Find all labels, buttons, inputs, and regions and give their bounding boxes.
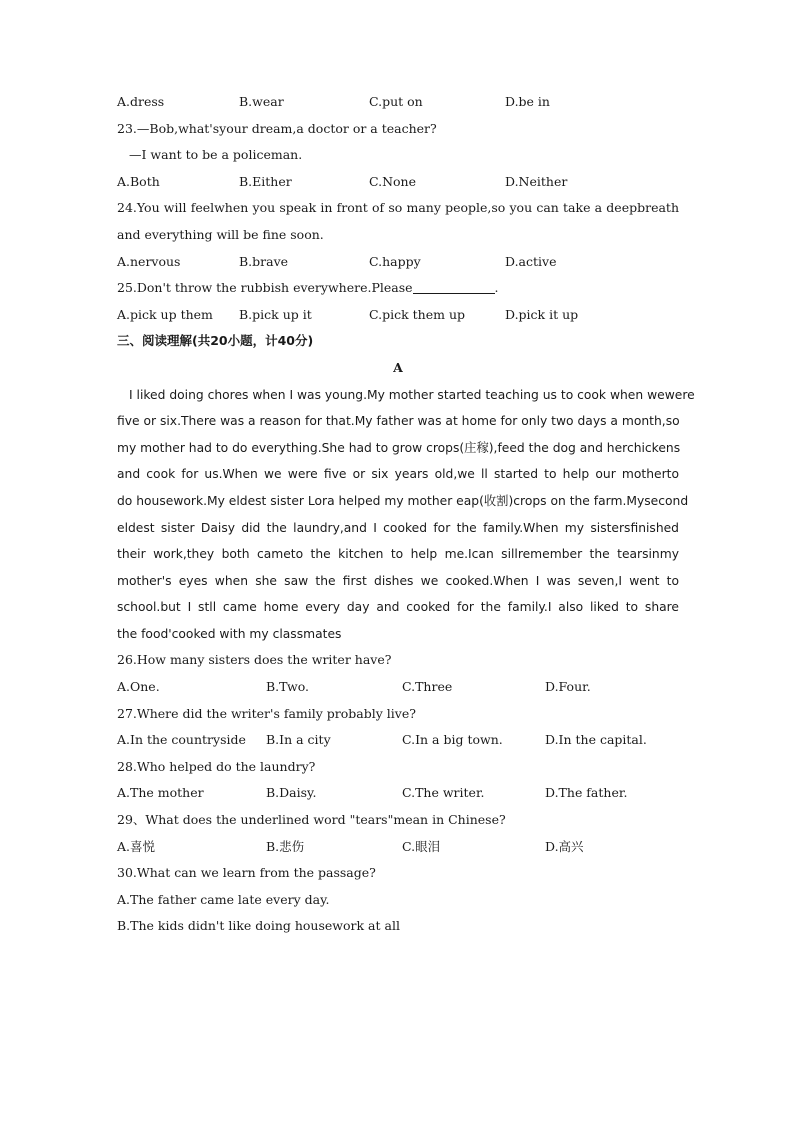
q28-question: 28.Who helped do the laundry? (117, 758, 316, 774)
q26-question: 26.How many sisters does the writer have? (117, 652, 392, 668)
q22-option-a[interactable]: A.dress (117, 94, 165, 109)
q29-question: 29、What does the underlined word "tears"mean in Chinese? (117, 812, 506, 828)
q27-option-c[interactable]: C.In a big town. (402, 732, 503, 748)
q26-option-c[interactable]: C.Three (402, 679, 453, 695)
q22-option-c[interactable]: C.put on (369, 94, 423, 109)
q26-option-a[interactable]: A.One. (117, 679, 160, 695)
q25-option-b[interactable]: B.pick up it (239, 306, 312, 322)
q25-question-end: . (494, 280, 499, 296)
q26-option-d[interactable]: D.Four. (545, 679, 591, 695)
q25-option-a[interactable]: A.pick up them (117, 306, 213, 322)
q26-option-b[interactable]: B.Two. (266, 679, 310, 695)
q29-option-c[interactable]: C.眼泪 (402, 838, 441, 854)
q27-question: 27.Where did the writer's family probably live? (117, 705, 416, 721)
passage-line: I liked doing chores when I was young.My mother started teaching us to cook when wewere (129, 387, 695, 402)
q23-question: 23.—Bob,what'syour dream,a doctor or a teacher? (117, 120, 437, 136)
q25-options (117, 302, 679, 329)
q23-option-a[interactable]: A.Both (117, 173, 160, 189)
q22-options (117, 89, 679, 116)
q24-option-b[interactable]: B.brave (239, 253, 289, 269)
q24-options (117, 249, 679, 276)
q28-option-c[interactable]: C.The writer. (402, 785, 485, 801)
q29-option-a[interactable]: A.喜悦 (117, 838, 156, 854)
q25-option-d[interactable]: D.pick it up (505, 306, 579, 322)
q28-option-a[interactable]: A.The mother (117, 785, 204, 801)
q24-question-line1: 24.You will feelwhen you speak in front of so many people,so you can take a deepbreath (117, 200, 679, 216)
passage-line: school.but I stll came home every day and cooked for the family.I also liked to share (117, 600, 679, 615)
q23-option-b[interactable]: B.Either (239, 173, 292, 189)
q23-options (117, 169, 679, 196)
passage-line: the food'cooked with my classmates (117, 626, 342, 641)
q25-answer-blank[interactable] (413, 279, 495, 294)
q27-option-d[interactable]: D.In the capital. (545, 732, 647, 748)
q29-option-b[interactable]: B.悲伤 (266, 838, 305, 854)
passage-line: my mother had to do everything.She had to grow crops(庄稼),feed the dog and herchickens (117, 440, 681, 455)
q30-question: 30.What can we learn from the passage? (117, 865, 376, 881)
q27-option-a[interactable]: A.In the countryside (117, 732, 246, 748)
q27-option-b[interactable]: B.In a city (266, 732, 331, 748)
q28-option-d[interactable]: D.The father. (545, 785, 628, 801)
q26-options (117, 674, 679, 701)
q25-question (117, 275, 679, 302)
passage-line: eldest sister Daisy did the laundry,and I cooked for the family.When my sistersfinished (117, 520, 679, 535)
section-title-reading: 三、阅读理解(共20小题，计40分) (117, 333, 314, 349)
q28-options (117, 780, 679, 807)
q30-option-a[interactable]: A.The father came late every day. (117, 891, 330, 907)
q23-option-c[interactable]: C.None (369, 173, 417, 189)
q22-option-d[interactable]: D.be in (505, 94, 550, 109)
passage-label: A (393, 359, 403, 375)
q27-options (117, 727, 679, 754)
q24-option-d[interactable]: D.active (505, 253, 557, 269)
passage-line: do housework.My eldest sister Lora helped my mother eap(收割)crops on the farm.Mysecond (117, 493, 689, 508)
q24-option-a[interactable]: A.nervous (117, 253, 181, 269)
passage-line: and cook for us.When we were five or six years old,we ll started to help our motherto (117, 467, 679, 482)
q29-options (117, 834, 679, 861)
passage-a (117, 382, 695, 648)
q24-question-line2: and everything will be fine soon. (117, 226, 324, 242)
q22-option-b[interactable]: B.wear (239, 94, 284, 109)
q24-option-c[interactable]: C.happy (369, 253, 421, 269)
q29-option-d[interactable]: D.高兴 (545, 838, 584, 854)
q23-option-d[interactable]: D.Neither (505, 173, 568, 189)
q23-reply: —I want to be a policeman. (129, 147, 303, 163)
exam-page (117, 89, 695, 940)
passage-line: their work,they both cameto the kitchen to help me.Ican sillremember the tearsinmy (117, 547, 679, 562)
q30-option-b[interactable]: B.The kids didn't like doing housework at all (117, 918, 400, 934)
passage-line: mother's eyes when she saw the first dishes we cooked.When I was seven,I went to (117, 573, 679, 588)
passage-line: five or six.There was a reason for that.My father was at home for only two days a month,so (117, 414, 680, 429)
q25-option-c[interactable]: C.pick them up (369, 306, 465, 322)
q25-question-text: 25.Don't throw the rubbish everywhere.Please (117, 280, 413, 296)
q28-option-b[interactable]: B.Daisy. (266, 785, 317, 801)
